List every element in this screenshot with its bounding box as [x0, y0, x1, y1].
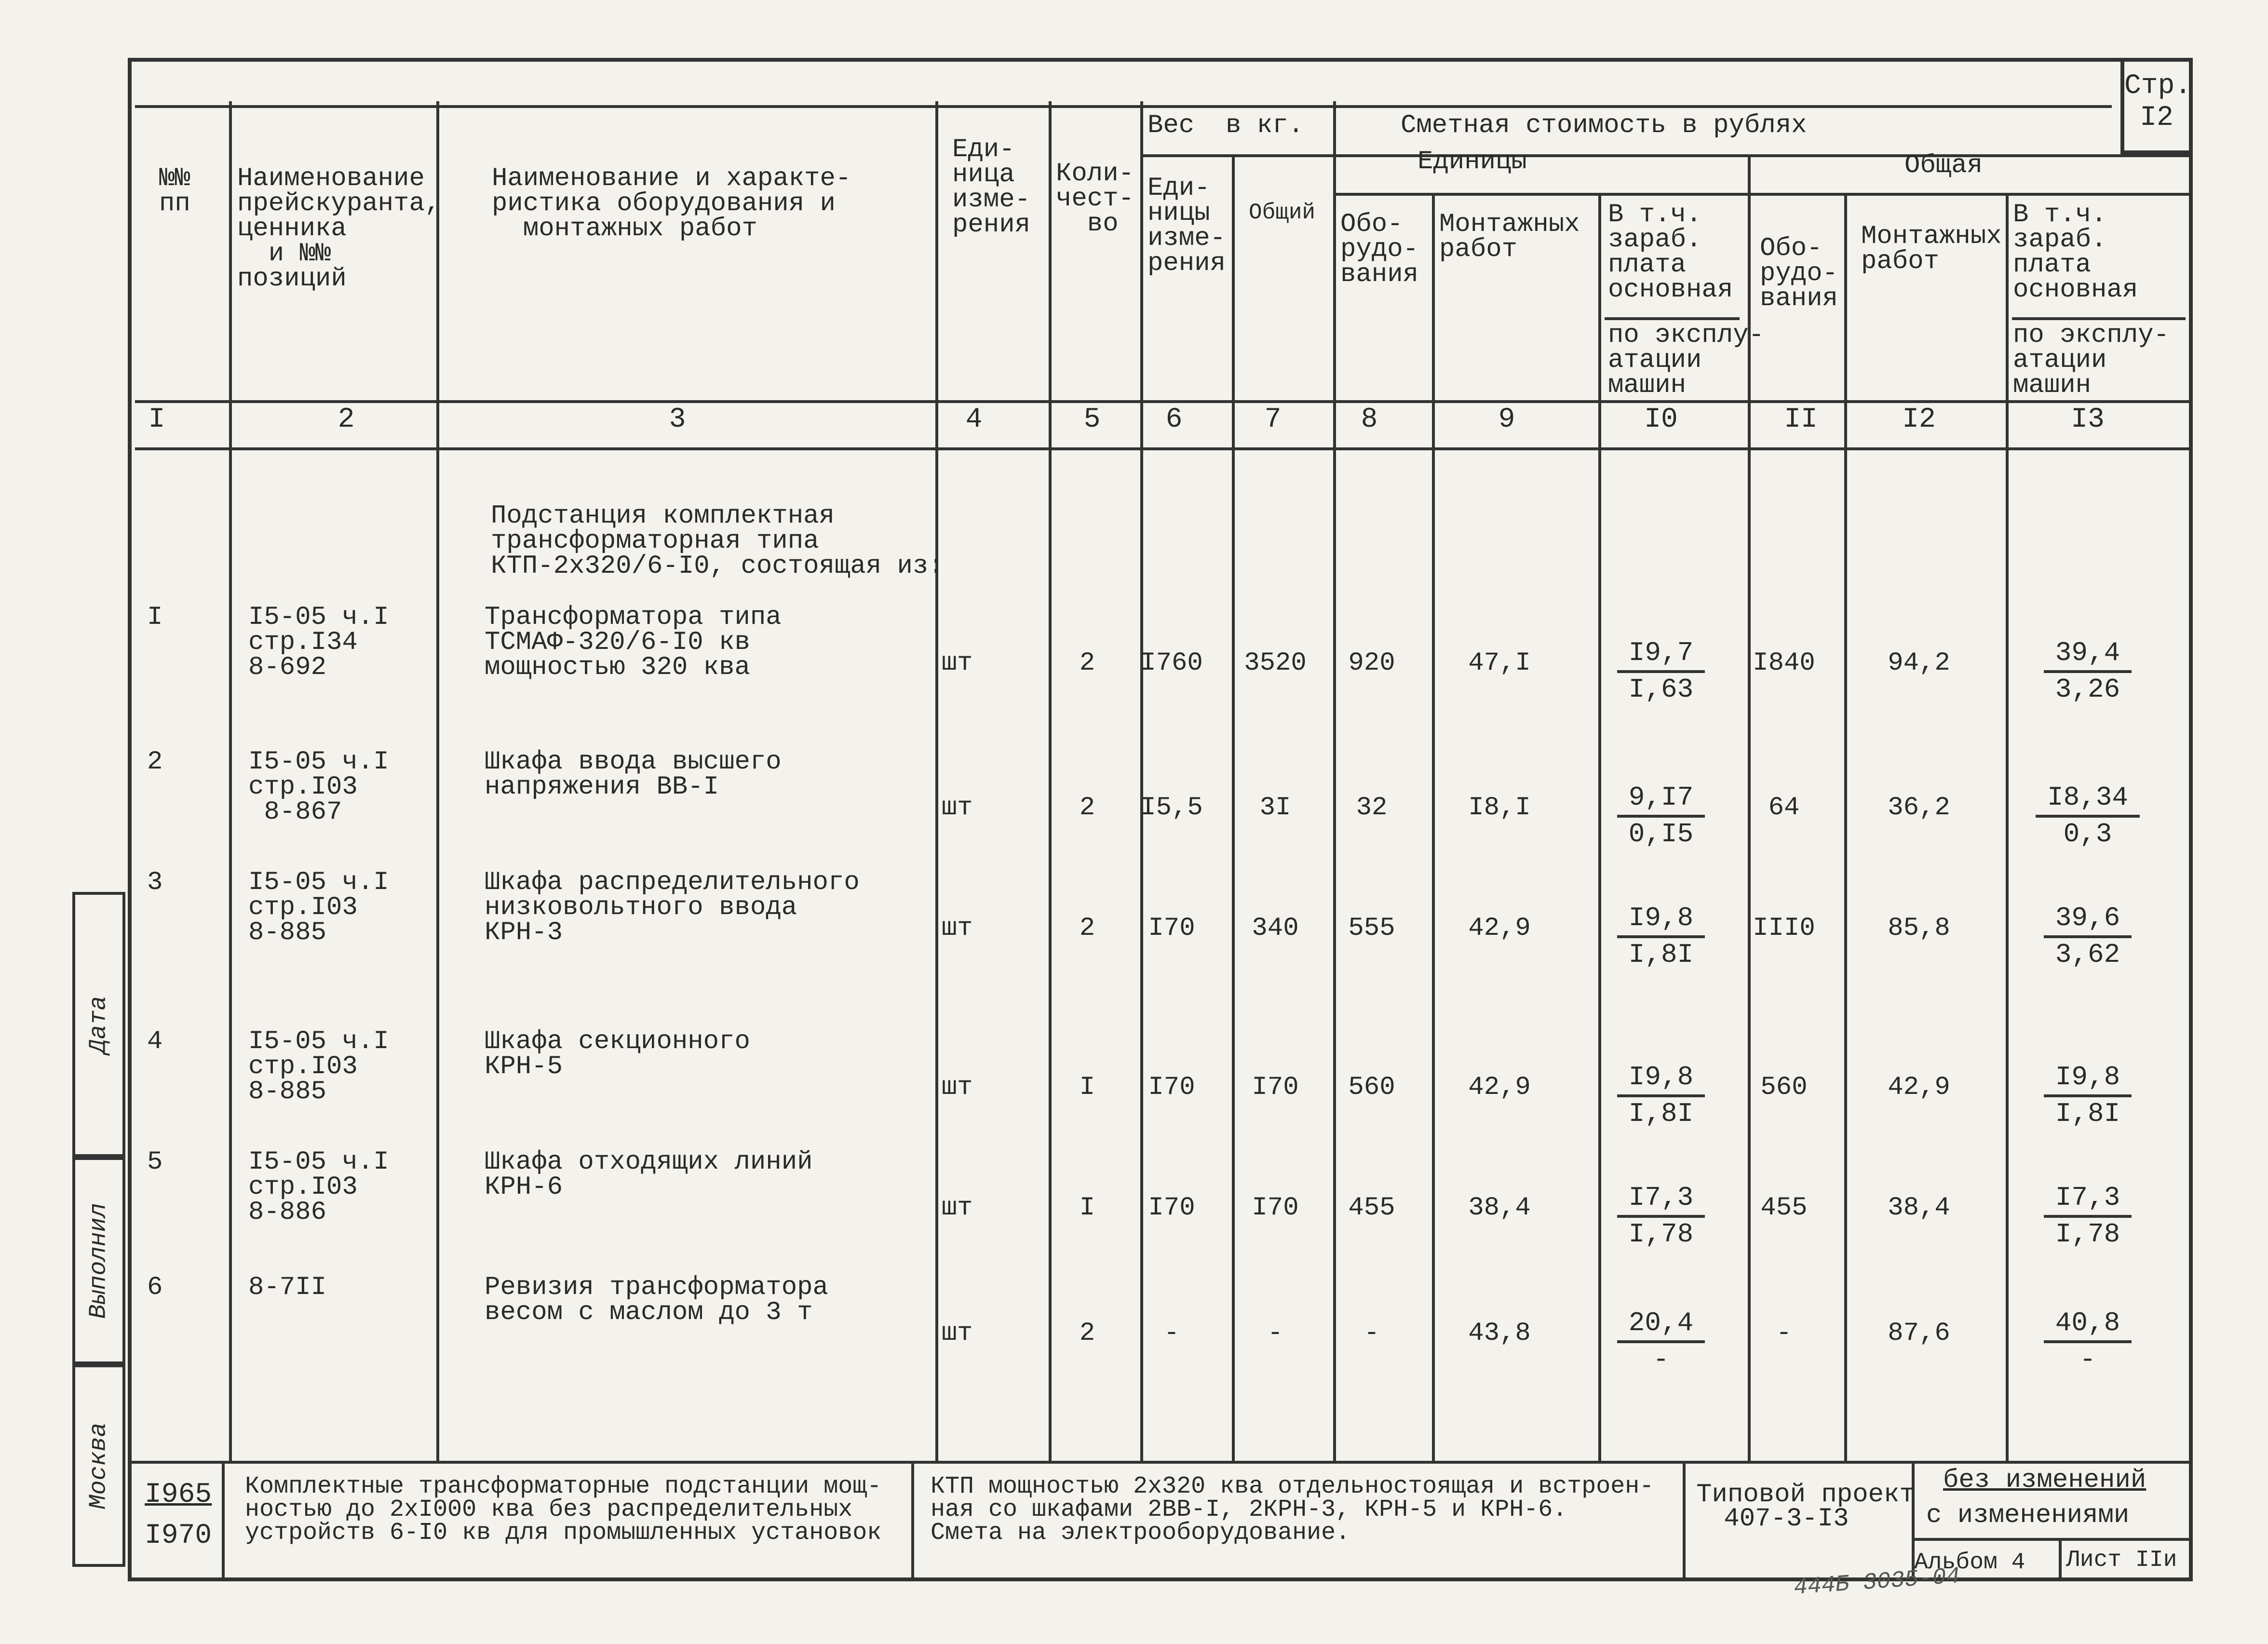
quantity-cell: I: [1079, 1193, 1095, 1223]
machine-operation-value: -: [2079, 1344, 2096, 1375]
unit-mounting-cell: 42,9: [1468, 914, 1531, 943]
header-weight-unit: Еди- ницы изме- рения: [1148, 174, 1226, 278]
quantity-cell: I: [1079, 1073, 1095, 1102]
header-unit-machines: по эксплу- атации машин: [1608, 321, 1765, 400]
total-wage-fraction: [2011, 1307, 2165, 1376]
unit-mounting-cell: 42,9: [1468, 1073, 1531, 1102]
quantity-cell: 2: [1079, 648, 1095, 678]
header-unit-cost-group: Единицы: [1418, 147, 1527, 176]
machine-operation-value: -: [1653, 1344, 1669, 1375]
total-mounting-cell: 85,8: [1888, 914, 1950, 943]
unit-cell: шт: [941, 1073, 973, 1102]
header-weight-group: Вес в кг.: [1148, 111, 1304, 140]
unit-equipment-cell: 555: [1348, 914, 1395, 943]
weight-unit-cell: I760: [1140, 648, 1203, 678]
total-equipment-cell: I840: [1753, 648, 1815, 678]
row-number: 5: [147, 1147, 163, 1177]
wage-value: I9,8: [2044, 1061, 2132, 1097]
total-mounting-cell: 36,2: [1888, 793, 1950, 822]
price-list-ref: I5-05 ч.I стр.I03 8-885: [248, 1027, 389, 1106]
total-mounting-cell: 42,9: [1888, 1073, 1950, 1102]
machine-operation-value: 0,I5: [1628, 819, 1694, 849]
column-number: 6: [1165, 404, 1183, 435]
wage-value: I7,3: [2044, 1181, 2132, 1218]
row-number: 6: [147, 1273, 163, 1302]
machine-operation-value: I,78: [1628, 1219, 1694, 1250]
column-number: 7: [1264, 404, 1282, 435]
column-number: 3: [669, 404, 686, 435]
unit-wage-fraction: [1584, 902, 1738, 971]
header-unit-wage: В т.ч. зараб. плата основная: [1608, 200, 1733, 305]
side-date: Дата: [72, 892, 125, 1157]
unit-mounting-cell: 43,8: [1468, 1319, 1531, 1348]
weight-total-cell: 3520: [1244, 648, 1307, 678]
quantity-cell: 2: [1079, 793, 1095, 822]
weight-unit-cell: -: [1163, 1319, 1180, 1348]
unit-cell: шт: [941, 914, 973, 943]
unit-equipment-cell: 920: [1348, 648, 1395, 678]
header-total-cost-group: Общая: [1904, 151, 1983, 180]
row-number: 3: [147, 868, 163, 897]
wage-value: I9,8: [1617, 1061, 1705, 1097]
wage-value: I9,7: [1617, 636, 1705, 673]
total-mounting-cell: 87,6: [1888, 1319, 1950, 1348]
unit-equipment-cell: -: [1364, 1319, 1380, 1348]
header-total-mounting: Монтажных работ: [1861, 222, 2002, 276]
unit-wage-fraction: [1584, 1307, 1738, 1376]
weight-unit-cell: I70: [1148, 914, 1195, 943]
year-approved: I965: [145, 1479, 212, 1510]
project-number: 407-3-I3: [1724, 1504, 1849, 1534]
weight-unit-cell: I5,5: [1140, 793, 1203, 822]
wage-value: I7,3: [1617, 1181, 1705, 1218]
header-price-list: Наименование прейскуранта, ценника и №№ позиций: [237, 164, 441, 294]
header-item-name: Наименование и характе- ристика оборудования и монтажных работ: [492, 164, 851, 243]
wage-value: I8,34: [2036, 781, 2140, 818]
archive-stamp: 444Б 3035-04: [1793, 1563, 1961, 1601]
machine-operation-value: I,8I: [1628, 939, 1694, 970]
status-no-changes: без изменений: [1943, 1466, 2146, 1495]
page-number: I2: [2140, 102, 2174, 134]
weight-unit-cell: I70: [1148, 1073, 1195, 1102]
project-label: Типовой проект: [1696, 1480, 1915, 1509]
column-number: I2: [1902, 404, 1936, 435]
column-number: I3: [2071, 404, 2105, 435]
weight-total-cell: I70: [1252, 1073, 1299, 1102]
machine-operation-value: 3,26: [2055, 674, 2120, 705]
intro-text: Подстанция комплектная трансформаторная типа КТП-2х320/6-I0, состоящая из:: [491, 501, 944, 581]
header-unit-mounting: Монтажных работ: [1439, 210, 1580, 264]
unit-equipment-cell: 32: [1356, 793, 1388, 822]
total-equipment-cell: -: [1776, 1319, 1792, 1348]
side-city: Москва: [72, 1364, 125, 1567]
item-name: Ревизия трансформатора весом с маслом до 3 т: [485, 1273, 828, 1327]
weight-total-cell: I70: [1252, 1193, 1299, 1223]
price-list-ref: I5-05 ч.I стр.I03 8-867: [248, 747, 389, 827]
unit-mounting-cell: 47,I: [1468, 648, 1531, 678]
header-total-equipment: Обо- рудо- вания: [1760, 234, 1838, 313]
total-equipment-cell: 64: [1768, 793, 1800, 822]
status-with-changes: с изменениями: [1926, 1501, 2130, 1530]
row-number: 2: [147, 747, 163, 777]
total-wage-fraction: [2011, 1181, 2165, 1251]
album-number: Альбом 4: [1914, 1550, 2025, 1576]
item-name: Шкафа секционного КРН-5: [485, 1027, 750, 1081]
column-number: 5: [1083, 404, 1101, 435]
wage-value: 9,I7: [1617, 781, 1705, 818]
header-cost-group: Сметная стоимость в рублях: [1401, 111, 1807, 140]
unit-cell: шт: [941, 1319, 973, 1348]
page-label: Стр.: [2124, 70, 2192, 102]
unit-wage-fraction: [1584, 1061, 1738, 1130]
year-revised: I970: [145, 1520, 212, 1551]
header-total-machines: по эксплу- атации машин: [2013, 321, 2170, 400]
column-number: I0: [1644, 404, 1678, 435]
row-number: 4: [147, 1027, 163, 1056]
total-wage-fraction: [2011, 902, 2165, 971]
header-total-wage: В т.ч. зараб. плата основная: [2013, 200, 2138, 305]
unit-equipment-cell: 455: [1348, 1193, 1395, 1223]
weight-total-cell: -: [1267, 1319, 1283, 1348]
quantity-cell: 2: [1079, 1319, 1095, 1348]
total-equipment-cell: III0: [1753, 914, 1815, 943]
unit-wage-fraction: [1584, 781, 1738, 850]
price-list-ref: 8-7II: [248, 1273, 327, 1302]
quantity-cell: 2: [1079, 914, 1095, 943]
unit-mounting-cell: I8,I: [1468, 793, 1531, 822]
header-quantity: Коли- чест- во: [1056, 159, 1134, 239]
project-description: Комплектные трансформаторные подстанции мощ- ностью до 2хI000 ква без распределительных устройств 6-I0 кв для промышленных установок: [245, 1473, 882, 1547]
item-name: Шкафа распределительного низковольтного ввода КРН-3: [485, 868, 860, 947]
machine-operation-value: 3,62: [2055, 939, 2120, 970]
price-list-ref: I5-05 ч.I стр.I03 8-885: [248, 868, 389, 947]
price-list-ref: I5-05 ч.I стр.I34 8-692: [248, 603, 389, 682]
header-unit: Еди- ница изме- рения: [952, 135, 1031, 240]
sheet-number: Лист IIи: [2066, 1547, 2177, 1573]
item-name: Шкафа ввода высшего напряжения ВВ-I: [485, 747, 782, 802]
sheet-description: КТП мощностью 2х320 ква отдельностоящая и встроен- ная со шкафами 2ВВ-I, 2КРН-3, КРН-5 и КРН-6. Смета на электрооборудование.: [931, 1473, 1654, 1547]
column-number: 8: [1361, 404, 1378, 435]
weight-unit-cell: I70: [1148, 1193, 1195, 1223]
wage-value: 40,8: [2044, 1307, 2132, 1343]
unit-cell: шт: [941, 648, 973, 678]
side-performed: Выполнил: [72, 1157, 125, 1364]
wage-value: 39,4: [2044, 636, 2132, 673]
wage-value: 20,4: [1617, 1307, 1705, 1343]
machine-operation-value: 0,3: [2063, 819, 2112, 849]
price-list-ref: I5-05 ч.I стр.I03 8-886: [248, 1147, 389, 1227]
total-equipment-cell: 455: [1760, 1193, 1808, 1223]
item-name: Шкафа отходящих линий КРН-6: [485, 1147, 813, 1202]
wage-value: 39,6: [2044, 902, 2132, 938]
unit-cell: шт: [941, 793, 973, 822]
total-mounting-cell: 38,4: [1888, 1193, 1950, 1223]
header-row-number: №№ пп: [159, 164, 190, 218]
header-weight-total: Общий: [1249, 200, 1316, 225]
machine-operation-value: I,63: [1628, 674, 1694, 705]
wage-value: I9,8: [1617, 902, 1705, 938]
row-number: I: [147, 603, 163, 632]
total-equipment-cell: 560: [1760, 1073, 1808, 1102]
column-number: 4: [965, 404, 983, 435]
weight-total-cell: 340: [1252, 914, 1299, 943]
total-mounting-cell: 94,2: [1888, 648, 1950, 678]
weight-total-cell: 3I: [1259, 793, 1291, 822]
unit-cell: шт: [941, 1193, 973, 1223]
machine-operation-value: I,78: [2055, 1219, 2120, 1250]
column-number: 9: [1498, 404, 1515, 435]
total-wage-fraction: [2011, 781, 2165, 850]
machine-operation-value: I,8I: [1628, 1098, 1694, 1129]
item-name: Трансформатора типа ТСМАФ-320/6-I0 кв мощностью 320 ква: [485, 603, 782, 682]
machine-operation-value: I,8I: [2055, 1098, 2120, 1129]
header-unit-equipment: Обо- рудо- вания: [1340, 210, 1419, 289]
total-wage-fraction: [2011, 636, 2165, 706]
estimate-table: [135, 101, 2193, 1461]
column-number: II: [1784, 404, 1818, 435]
column-number: 2: [338, 404, 355, 435]
unit-mounting-cell: 38,4: [1468, 1193, 1531, 1223]
unit-equipment-cell: 560: [1348, 1073, 1395, 1102]
total-wage-fraction: [2011, 1061, 2165, 1130]
unit-wage-fraction: [1584, 636, 1738, 706]
unit-wage-fraction: [1584, 1181, 1738, 1251]
column-number: I: [148, 404, 165, 435]
